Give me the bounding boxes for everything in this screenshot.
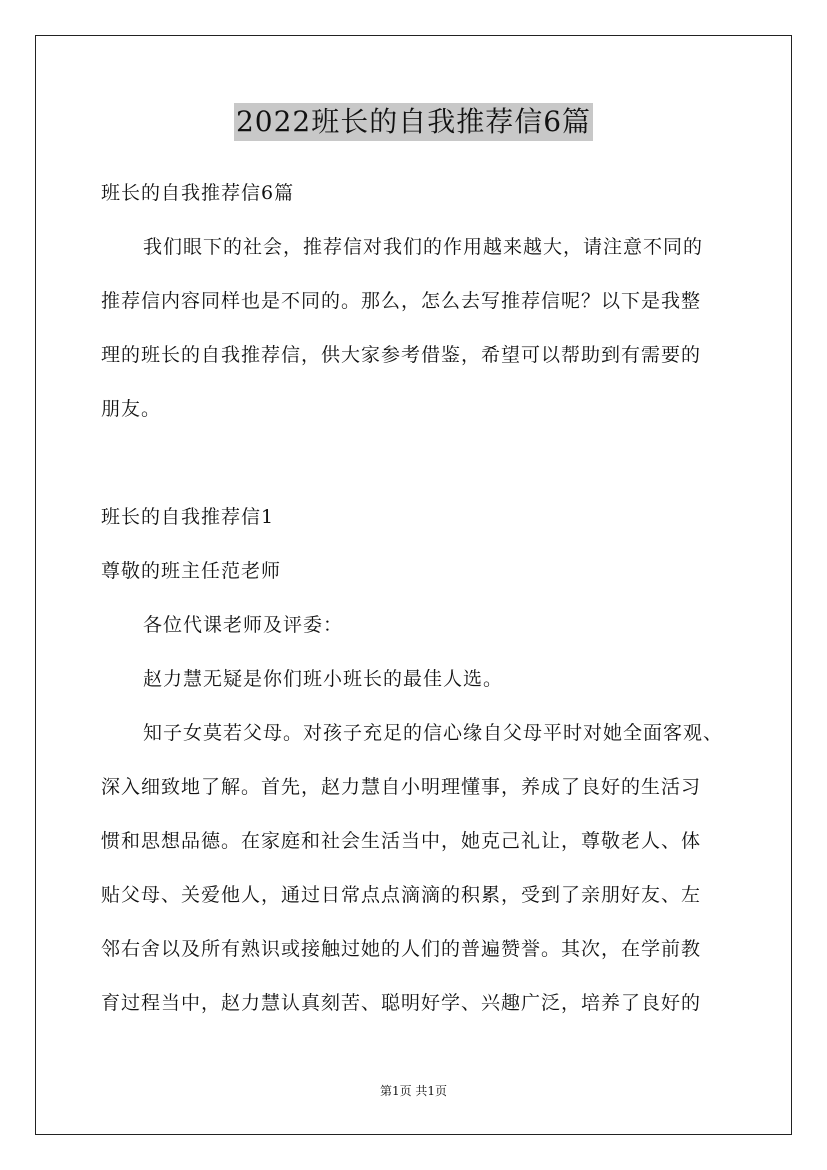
paragraph-line: 我们眼下的社会，推荐信对我们的作用越来越大，请注意不同的 xyxy=(143,236,704,258)
paragraph-line: 惯和思想品德。在家庭和社会生活当中，她克己礼让，尊敬老人、体 xyxy=(101,830,702,852)
paragraph-line: 邻右舍以及所有熟识或接触过她的人们的普遍赞誉。其次，在学前教 xyxy=(101,938,702,960)
salutation-line: 尊敬的班主任范老师 xyxy=(101,560,282,582)
salutation-line: 各位代课老师及评委： xyxy=(143,614,344,636)
document-body xyxy=(101,166,731,1030)
document-title: 2022班长的自我推荐信6篇 xyxy=(234,103,593,141)
paragraph-line: 贴父母、关爱他人，通过日常点点滴滴的积累，受到了亲朋好友、左 xyxy=(101,884,702,906)
paragraph-line: 深入细致地了解。首先，赵力慧自小明理懂事，养成了良好的生活习 xyxy=(101,776,702,798)
page-footer: 第1页 共1页 xyxy=(379,1084,448,1098)
section-heading: 班长的自我推荐信1 xyxy=(101,506,275,528)
paragraph-line: 朋友。 xyxy=(101,398,162,420)
subtitle-line: 班长的自我推荐信6篇 xyxy=(101,182,295,204)
paragraph-line: 育过程当中，赵力慧认真刻苦、聪明好学、兴趣广泛，培养了良好的 xyxy=(101,992,702,1014)
paragraph-line: 知子女莫若父母。对孩子充足的信心缘自父母平时对她全面客观、 xyxy=(143,722,724,744)
blank-line xyxy=(101,436,731,490)
title-container xyxy=(0,103,827,141)
paragraph-line: 赵力慧无疑是你们班小班长的最佳人选。 xyxy=(143,668,504,690)
paragraph-line: 理的班长的自我推荐信，供大家参考借鉴，希望可以帮助到有需要的 xyxy=(101,344,702,366)
paragraph-line: 推荐信内容同样也是不同的。那么，怎么去写推荐信呢？以下是我整 xyxy=(101,290,702,312)
